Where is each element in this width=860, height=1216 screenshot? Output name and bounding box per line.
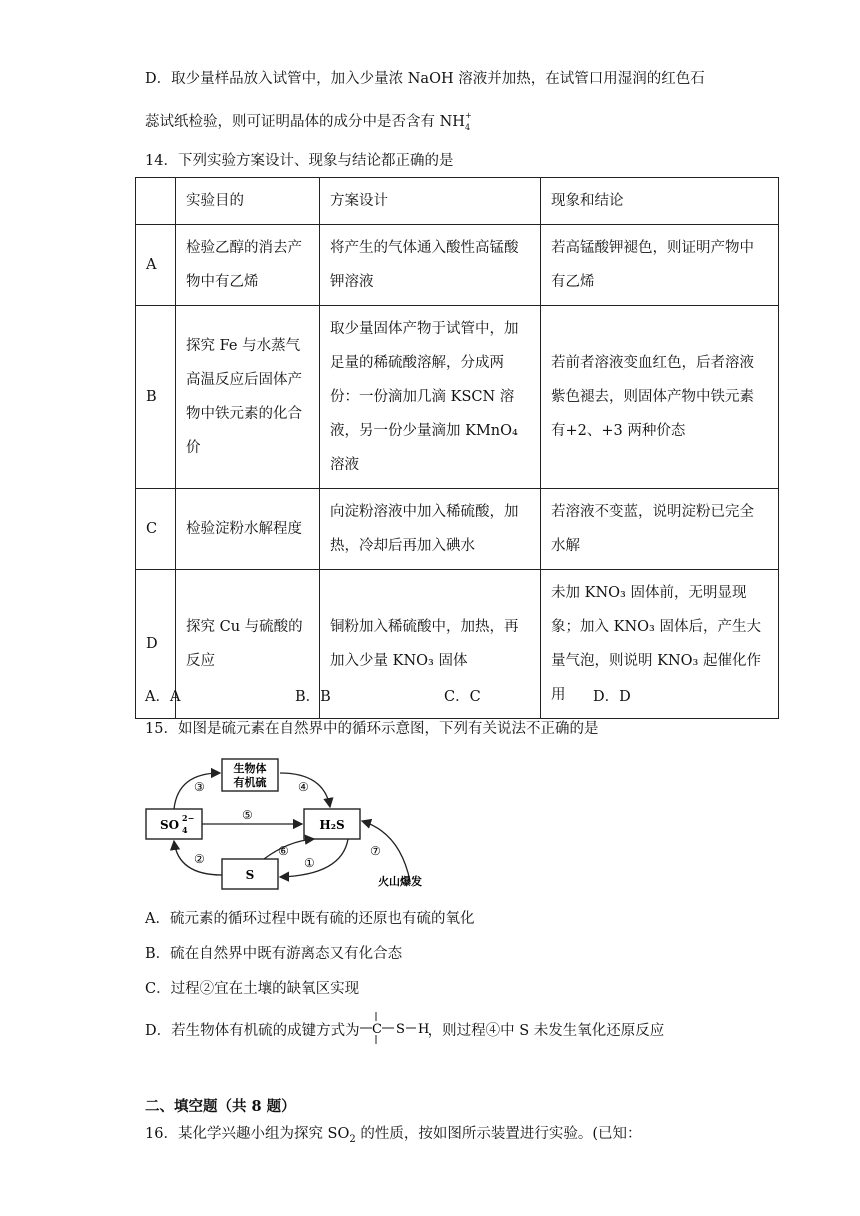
ammonium-superscript: +: [464, 111, 472, 120]
q13-option-d-line2: [145, 112, 473, 132]
sulfur-cycle-svg: [138, 757, 458, 897]
q15-option-a[interactable]: A．硫元素的循环过程中既有硫的还原也有硫的氧化: [145, 911, 475, 927]
q16-suffix: 的性质，按如图所示装置进行实验。(已知：: [355, 1126, 642, 1142]
header-cell-empty: [136, 178, 176, 225]
header-cell-result: 现象和结论: [541, 178, 779, 225]
sulfur-cycle-diagram: [138, 757, 458, 901]
table-row-c: [136, 489, 779, 570]
q15-option-d[interactable]: [145, 1016, 664, 1046]
choice-b[interactable]: B．B: [295, 689, 331, 705]
q16-subscript: 2: [349, 1133, 356, 1145]
label-4: ④: [298, 780, 309, 794]
atom-h: H: [417, 1022, 429, 1037]
choice-a[interactable]: A．A: [145, 689, 181, 705]
row-label: A: [136, 225, 176, 306]
choice-c[interactable]: C．C: [444, 689, 481, 705]
q14-stem: 14．下列实验方案设计、现象与结论都正确的是: [145, 153, 454, 169]
cell-design: 铜粉加入稀硫酸中，加热，再加入少量 KNO₃ 固体: [320, 570, 541, 719]
q16-prefix: 16．某化学兴趣小组为探究 SO: [145, 1126, 350, 1142]
sulfate-charge: 2−: [182, 813, 195, 823]
q15-option-b[interactable]: B．硫在自然界中既有游离态又有化合态: [145, 946, 403, 962]
q13-option-d-line1: D．取少量样品放入试管中，加入少量浓 NaOH 溶液并加热，在试管口用湿润的红色石: [145, 71, 705, 87]
atom-c: C: [371, 1022, 382, 1037]
label-7: ⑦: [370, 844, 381, 858]
volcano-label: 火山爆发: [378, 875, 422, 888]
row-label: B: [136, 306, 176, 489]
cell-design: 取少量固体产物于试管中，加足量的稀硫酸溶解，分成两份：一份滴加几滴 KSCN 溶液，另一份少量滴加 KMnO₄ 溶液: [320, 306, 541, 489]
row-label: C: [136, 489, 176, 570]
header-cell-purpose: 实验目的: [176, 178, 320, 225]
option-d-suffix: ，则过程④中 S 未发生氧化还原反应: [427, 1023, 665, 1039]
cell-design: 向淀粉溶液中加入稀硫酸，加热，冷却后再加入碘水: [320, 489, 541, 570]
thiol-structure: [360, 1016, 428, 1046]
atom-s: S: [395, 1022, 405, 1037]
sulfate-subscript: 4: [182, 825, 188, 835]
choice-d[interactable]: D．D: [593, 689, 631, 705]
sulfate-text: SO: [160, 818, 180, 832]
header-cell-design: 方案设计: [320, 178, 541, 225]
table-header-row: [136, 178, 779, 225]
q14-choices: [145, 685, 785, 705]
label-2: ②: [194, 852, 205, 866]
cell-result: 若溶液不变蓝，说明淀粉已完全水解: [541, 489, 779, 570]
q13-option-d-line2-text: 蕊试纸检验，则可证明晶体的成分中是否含有 NH: [145, 114, 465, 130]
q14-table: [135, 177, 779, 719]
label-6: ⑥: [278, 844, 289, 858]
cell-result: 未加 KNO₃ 固体前，无明显现象；加入 KNO₃ 固体后，产生大量气泡，则说明 KNO₃ 起催化作用: [541, 570, 779, 719]
q16-stem: [145, 1124, 642, 1150]
table-row-b: [136, 306, 779, 489]
cell-purpose: 探究 Fe 与水蒸气高温反应后固体产物中铁元素的化合价: [176, 306, 320, 489]
cell-purpose: 探究 Cu 与硫酸的反应: [176, 570, 320, 719]
thiol-bond-svg: [360, 1010, 428, 1046]
table-row-a: [136, 225, 779, 306]
cell-result: 若前者溶液变血红色，后者溶液紫色褪去，则固体产物中铁元素有+2、+3 两种价态: [541, 306, 779, 489]
option-d-prefix: D．若生物体有机硫的成键方式为: [145, 1023, 360, 1039]
organic-sulfur-line1: 生物体: [233, 762, 267, 775]
label-3: ③: [194, 780, 205, 794]
label-1: ①: [304, 856, 315, 870]
cell-purpose: 检验乙醇的消去产物中有乙烯: [176, 225, 320, 306]
h2s-text: H₂S: [319, 818, 345, 832]
cell-result: 若高锰酸钾褪色，则证明产物中有乙烯: [541, 225, 779, 306]
row-label: D: [136, 570, 176, 719]
ammonium-subscript: 4: [464, 123, 471, 132]
cell-purpose: 检验淀粉水解程度: [176, 489, 320, 570]
label-5: ⑤: [242, 808, 253, 822]
cell-design: 将产生的气体通入酸性高锰酸钾溶液: [320, 225, 541, 306]
q15-option-c[interactable]: C．过程②宜在土壤的缺氧区实现: [145, 981, 360, 997]
sulfur-text: S: [245, 868, 255, 882]
q15-stem: 15．如图是硫元素在自然界中的循环示意图，下列有关说法不正确的是: [145, 721, 599, 737]
organic-sulfur-line2: 有机硫: [233, 776, 267, 789]
section2-title: 二、填空题（共 8 题）: [145, 1098, 296, 1115]
